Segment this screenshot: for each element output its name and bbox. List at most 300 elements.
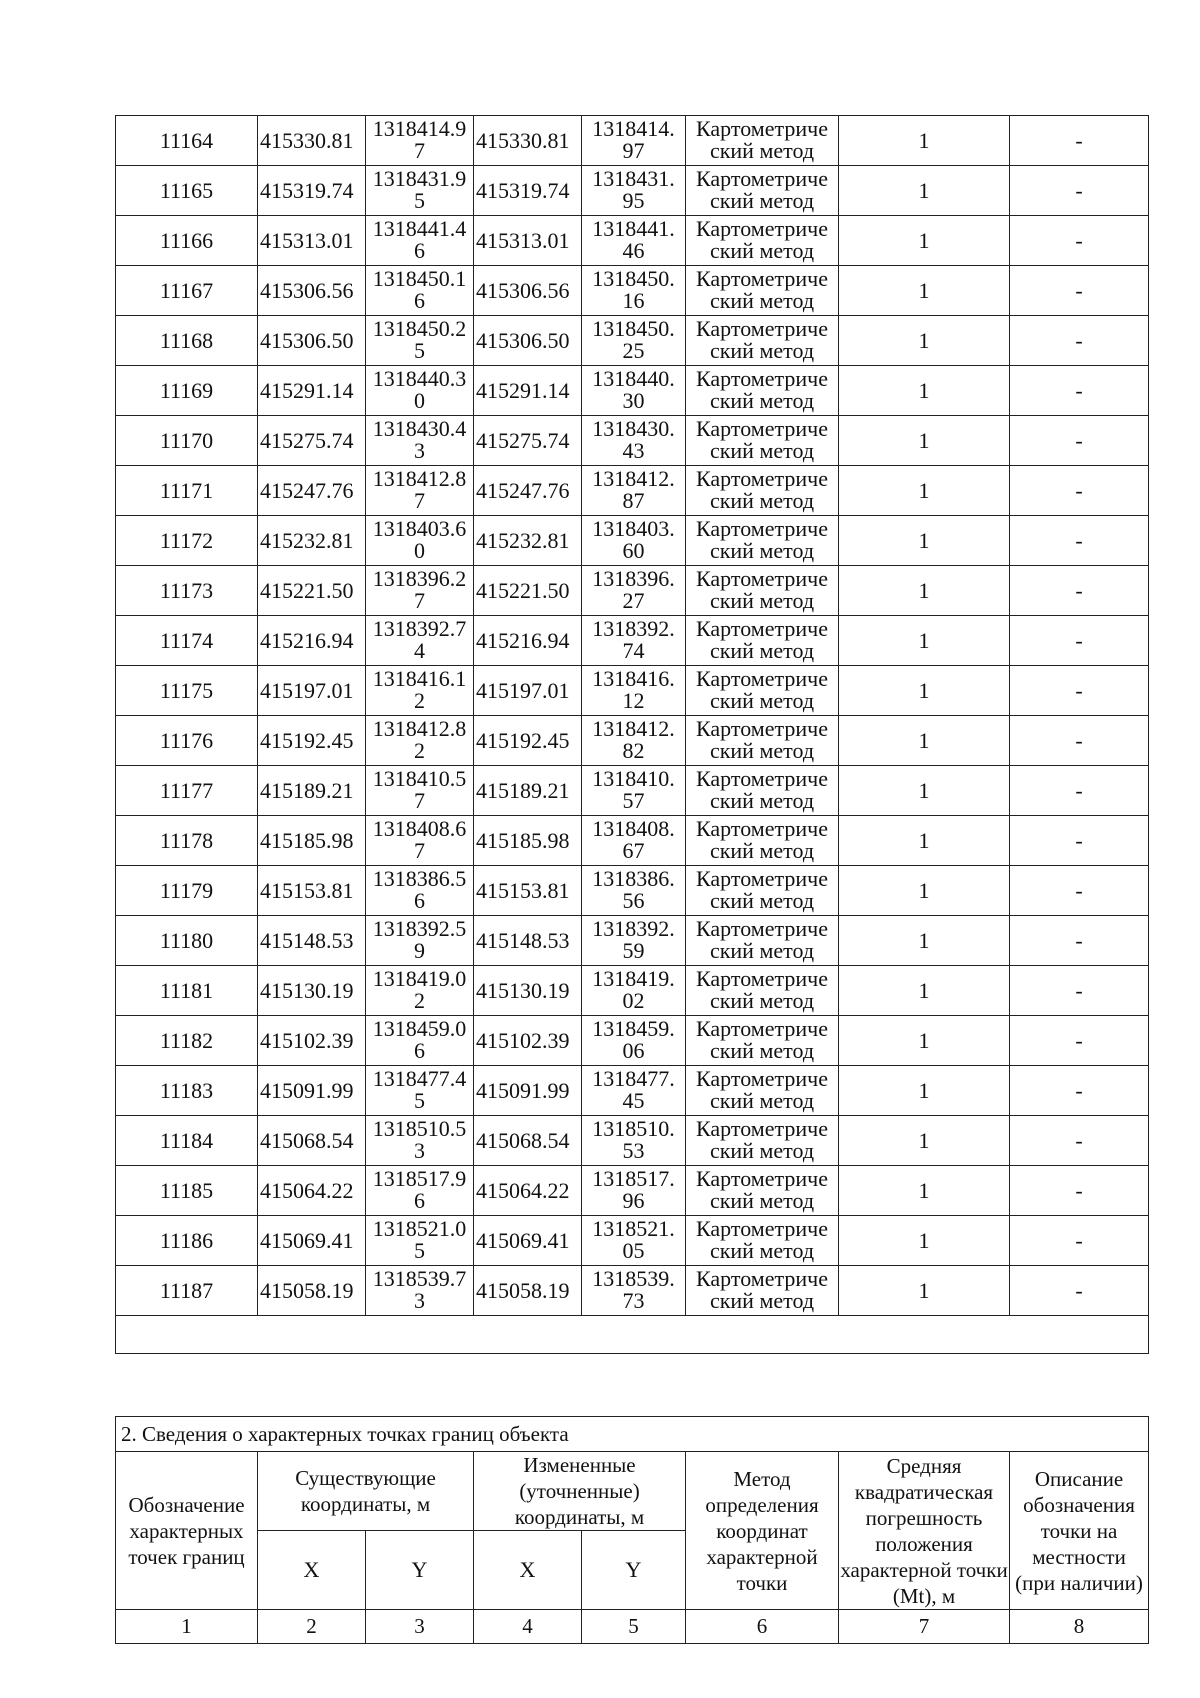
changed-y-line1: 1318459. <box>592 1016 675 1041</box>
table-row <box>116 816 1149 866</box>
method-line1: Картометриче <box>696 1016 828 1041</box>
changed-x: 415068.54 <box>474 1116 582 1166</box>
existing-y-line2: 7 <box>414 488 425 513</box>
table-row <box>116 466 1149 516</box>
changed-y-line1: 1318414. <box>592 116 675 141</box>
changed-y-line1: 1318416. <box>592 666 675 691</box>
existing-y-line2: 5 <box>414 1238 425 1263</box>
method-line1: Картометриче <box>696 966 828 991</box>
description: - <box>1010 466 1149 516</box>
existing-y-line1: 1318430.4 <box>372 416 467 441</box>
method-line2: ский метод <box>709 438 815 463</box>
changed-x: 415221.50 <box>474 566 582 616</box>
existing-y <box>366 216 474 266</box>
description: - <box>1010 916 1149 966</box>
changed-x: 415192.45 <box>474 716 582 766</box>
method-line1: Картометриче <box>696 1266 828 1291</box>
method-line2: ский метод <box>709 938 815 963</box>
changed-y-line2: 59 <box>622 938 645 963</box>
mt-error: 1 <box>839 1266 1010 1316</box>
existing-y-line2: 7 <box>414 588 425 613</box>
existing-x: 415102.39 <box>258 1016 366 1066</box>
point-id: 11180 <box>116 916 258 966</box>
table-row <box>116 666 1149 716</box>
method-line1: Картометриче <box>696 1066 828 1091</box>
point-id: 11166 <box>116 216 258 266</box>
changed-y-line2: 73 <box>622 1288 645 1313</box>
mt-error: 1 <box>839 1116 1010 1166</box>
table-row <box>116 1216 1149 1266</box>
description: - <box>1010 1266 1149 1316</box>
existing-y <box>366 166 474 216</box>
changed-x: 415064.22 <box>474 1166 582 1216</box>
method-line1: Картометриче <box>696 1216 828 1241</box>
method <box>686 716 839 766</box>
column-number: 3 <box>366 1610 474 1644</box>
changed-y-line1: 1318392. <box>592 916 675 941</box>
method <box>686 216 839 266</box>
existing-y-line2: 2 <box>414 988 425 1013</box>
existing-y-line2: 7 <box>414 788 425 813</box>
method-line1: Картометриче <box>696 216 828 241</box>
changed-x: 415319.74 <box>474 166 582 216</box>
point-id: 11178 <box>116 816 258 866</box>
existing-y <box>366 866 474 916</box>
column-number: 5 <box>582 1610 686 1644</box>
method <box>686 1116 839 1166</box>
changed-y-line2: 67 <box>622 838 645 863</box>
changed-y-line1: 1318440. <box>592 366 675 391</box>
column-number: 8 <box>1010 1610 1149 1644</box>
changed-y-line2: 27 <box>622 588 645 613</box>
existing-y <box>366 1016 474 1066</box>
existing-y <box>366 1066 474 1116</box>
mt-error: 1 <box>839 416 1010 466</box>
existing-y-line1: 1318450.1 <box>372 266 467 291</box>
point-id: 11185 <box>116 1166 258 1216</box>
existing-x: 415192.45 <box>258 716 366 766</box>
changed-y-line1: 1318396. <box>592 566 675 591</box>
table-row <box>116 166 1149 216</box>
header-method: Метод определения координат характерной точки <box>686 1452 839 1610</box>
existing-x: 415313.01 <box>258 216 366 266</box>
changed-y <box>582 1216 686 1266</box>
point-id: 11182 <box>116 1016 258 1066</box>
existing-y-line2: 2 <box>414 738 425 763</box>
changed-y-line2: 97 <box>622 138 645 163</box>
changed-y-line1: 1318386. <box>592 866 675 891</box>
mt-error: 1 <box>839 1216 1010 1266</box>
description: - <box>1010 316 1149 366</box>
changed-x: 415275.74 <box>474 416 582 466</box>
method <box>686 916 839 966</box>
point-id: 11174 <box>116 616 258 666</box>
method <box>686 666 839 716</box>
method <box>686 116 839 166</box>
existing-y-line1: 1318539.7 <box>372 1266 467 1291</box>
point-id: 11172 <box>116 516 258 566</box>
method-line1: Картометриче <box>696 1116 828 1141</box>
existing-y <box>366 966 474 1016</box>
mt-error: 1 <box>839 466 1010 516</box>
existing-x: 415189.21 <box>258 766 366 816</box>
method-line2: ский метод <box>709 488 815 513</box>
changed-y <box>582 766 686 816</box>
header-error: Средняя квадратическая погрешность положения характерной точки (Mt), м <box>840 1453 1008 1608</box>
changed-y-line2: 43 <box>622 438 645 463</box>
changed-y-line1: 1318510. <box>592 1116 675 1141</box>
mt-error: 1 <box>839 666 1010 716</box>
table-row <box>116 1166 1149 1216</box>
method <box>686 866 839 916</box>
existing-y-line2: 6 <box>414 888 425 913</box>
description: - <box>1010 1216 1149 1266</box>
method-line1: Картометриче <box>696 266 828 291</box>
existing-y-line2: 5 <box>414 188 425 213</box>
changed-y <box>582 866 686 916</box>
method-line1: Картометриче <box>696 316 828 341</box>
method <box>686 366 839 416</box>
method <box>686 566 839 616</box>
method-line2: ский метод <box>709 738 815 763</box>
header-existing-coords: Существующие координаты, м <box>258 1452 474 1531</box>
header-designation: Обозначение характерных точек границ <box>116 1452 258 1610</box>
table-row <box>116 266 1149 316</box>
mt-error: 1 <box>839 816 1010 866</box>
changed-y <box>582 966 686 1016</box>
table-row <box>116 216 1149 266</box>
existing-y-line2: 9 <box>414 938 425 963</box>
changed-y <box>582 566 686 616</box>
changed-y-line2: 57 <box>622 788 645 813</box>
mt-error: 1 <box>839 1016 1010 1066</box>
existing-x: 415221.50 <box>258 566 366 616</box>
method-line1: Картометриче <box>696 666 828 691</box>
existing-y-line2: 6 <box>414 288 425 313</box>
method-line2: ский метод <box>709 138 815 163</box>
changed-y <box>582 266 686 316</box>
existing-y-line1: 1318517.9 <box>372 1166 467 1191</box>
mt-error: 1 <box>839 316 1010 366</box>
header-x-changed: X <box>474 1531 582 1610</box>
table-row <box>116 366 1149 416</box>
method <box>686 1016 839 1066</box>
empty-row <box>116 1316 1149 1354</box>
method <box>686 516 839 566</box>
method-line1: Картометриче <box>696 816 828 841</box>
table-row <box>116 616 1149 666</box>
changed-x: 415247.76 <box>474 466 582 516</box>
column-number: 1 <box>116 1610 258 1644</box>
description: - <box>1010 416 1149 466</box>
description: - <box>1010 1016 1149 1066</box>
changed-y <box>582 1116 686 1166</box>
method-line2: ский метод <box>709 788 815 813</box>
mt-error: 1 <box>839 116 1010 166</box>
existing-y <box>366 1216 474 1266</box>
method-line1: Картометриче <box>696 166 828 191</box>
point-id: 11184 <box>116 1116 258 1166</box>
method-line1: Картометриче <box>696 566 828 591</box>
changed-y <box>582 716 686 766</box>
existing-y <box>366 1166 474 1216</box>
point-id: 11181 <box>116 966 258 1016</box>
existing-y <box>366 816 474 866</box>
changed-y <box>582 616 686 666</box>
method-line1: Картометриче <box>696 716 828 741</box>
changed-y <box>582 416 686 466</box>
method <box>686 416 839 466</box>
changed-y-line1: 1318431. <box>592 166 675 191</box>
column-number: 7 <box>839 1610 1010 1644</box>
point-id: 11169 <box>116 366 258 416</box>
method-line2: ский метод <box>709 1238 815 1263</box>
header-y-existing: Y <box>366 1531 474 1610</box>
coordinates-table-body <box>116 116 1149 1316</box>
existing-x: 415153.81 <box>258 866 366 916</box>
method-line2: ский метод <box>709 1038 815 1063</box>
existing-x: 415275.74 <box>258 416 366 466</box>
existing-y <box>366 266 474 316</box>
existing-x: 415130.19 <box>258 966 366 1016</box>
header-x-existing: X <box>258 1531 366 1610</box>
changed-y-line1: 1318403. <box>592 516 675 541</box>
changed-y-line2: 16 <box>622 288 645 313</box>
method-line1: Картометриче <box>696 516 828 541</box>
description: - <box>1010 866 1149 916</box>
existing-y-line1: 1318459.0 <box>372 1016 467 1041</box>
existing-y-line2: 7 <box>414 838 425 863</box>
existing-y-line2: 6 <box>414 1188 425 1213</box>
method <box>686 166 839 216</box>
existing-y <box>366 716 474 766</box>
existing-x: 415306.56 <box>258 266 366 316</box>
method-line1: Картометриче <box>696 1166 828 1191</box>
description: - <box>1010 216 1149 266</box>
existing-y-line2: 2 <box>414 688 425 713</box>
changed-x: 415091.99 <box>474 1066 582 1116</box>
changed-y <box>582 1266 686 1316</box>
table-row <box>116 1266 1149 1316</box>
description: - <box>1010 816 1149 866</box>
method-line2: ский метод <box>709 288 815 313</box>
existing-y <box>366 416 474 466</box>
header-description: Описание обозначения точки на местности (при наличии) <box>1010 1452 1149 1610</box>
mt-error: 1 <box>839 366 1010 416</box>
changed-y <box>582 666 686 716</box>
changed-y <box>582 516 686 566</box>
changed-y-line2: 82 <box>622 738 645 763</box>
existing-y-line1: 1318392.5 <box>372 916 467 941</box>
mt-error: 1 <box>839 966 1010 1016</box>
table-row <box>116 416 1149 466</box>
description: - <box>1010 116 1149 166</box>
coordinates-table <box>115 115 1149 1354</box>
changed-y-line1: 1318517. <box>592 1166 675 1191</box>
point-id: 11168 <box>116 316 258 366</box>
method-line2: ский метод <box>709 1288 815 1313</box>
changed-y-line2: 56 <box>622 888 645 913</box>
changed-y <box>582 816 686 866</box>
existing-y-line1: 1318441.4 <box>372 216 467 241</box>
method-line2: ский метод <box>709 338 815 363</box>
method-line2: ский метод <box>709 638 815 663</box>
changed-y-line1: 1318410. <box>592 766 675 791</box>
changed-y-line2: 60 <box>622 538 645 563</box>
method-line2: ский метод <box>709 1088 815 1113</box>
existing-x: 415247.76 <box>258 466 366 516</box>
changed-y-line2: 02 <box>622 988 645 1013</box>
changed-y-line1: 1318441. <box>592 216 675 241</box>
table-row <box>116 916 1149 966</box>
method <box>686 1266 839 1316</box>
existing-x: 415197.01 <box>258 666 366 716</box>
changed-y-line1: 1318477. <box>592 1066 675 1091</box>
changed-y-line1: 1318412. <box>592 466 675 491</box>
changed-y <box>582 166 686 216</box>
existing-y-line1: 1318403.6 <box>372 516 467 541</box>
description: - <box>1010 966 1149 1016</box>
changed-x: 415330.81 <box>474 116 582 166</box>
method-line1: Картометриче <box>696 916 828 941</box>
existing-y-line2: 6 <box>414 238 425 263</box>
existing-y-line1: 1318414.9 <box>372 116 467 141</box>
existing-y-line1: 1318408.6 <box>372 816 467 841</box>
changed-y-line2: 87 <box>622 488 645 513</box>
changed-y-line2: 30 <box>622 388 645 413</box>
point-id: 11186 <box>116 1216 258 1266</box>
existing-y <box>366 1116 474 1166</box>
description: - <box>1010 616 1149 666</box>
existing-y-line1: 1318477.4 <box>372 1066 467 1091</box>
changed-y-line1: 1318419. <box>592 966 675 991</box>
existing-y-line1: 1318410.5 <box>372 766 467 791</box>
method-line2: ский метод <box>709 388 815 413</box>
changed-x: 415216.94 <box>474 616 582 666</box>
changed-y-line2: 95 <box>622 188 645 213</box>
changed-y <box>582 366 686 416</box>
table-row <box>116 316 1149 366</box>
existing-y <box>366 316 474 366</box>
mt-error: 1 <box>839 716 1010 766</box>
method-line1: Картометриче <box>696 116 828 141</box>
existing-y <box>366 916 474 966</box>
method-line2: ский метод <box>709 688 815 713</box>
section-title: 2. Сведения о характерных точках границ объекта <box>116 1417 1149 1452</box>
boundary-points-header-table <box>115 1416 1149 1644</box>
changed-y-line2: 96 <box>622 1188 645 1213</box>
existing-y <box>366 616 474 666</box>
mt-error: 1 <box>839 566 1010 616</box>
point-id: 11173 <box>116 566 258 616</box>
mt-error: 1 <box>839 1066 1010 1116</box>
changed-y-line1: 1318408. <box>592 816 675 841</box>
method <box>686 1216 839 1266</box>
method-line2: ский метод <box>709 888 815 913</box>
method-line2: ский метод <box>709 588 815 613</box>
method-line2: ский метод <box>709 188 815 213</box>
method <box>686 816 839 866</box>
changed-x: 415102.39 <box>474 1016 582 1066</box>
changed-x: 415313.01 <box>474 216 582 266</box>
existing-x: 415148.53 <box>258 916 366 966</box>
point-id: 11171 <box>116 466 258 516</box>
description: - <box>1010 666 1149 716</box>
table-row <box>116 866 1149 916</box>
existing-y <box>366 516 474 566</box>
changed-x: 415189.21 <box>474 766 582 816</box>
point-id: 11176 <box>116 716 258 766</box>
existing-y-line1: 1318450.2 <box>372 316 467 341</box>
column-number: 4 <box>474 1610 582 1644</box>
changed-y-line2: 05 <box>622 1238 645 1263</box>
existing-y-line2: 5 <box>414 1088 425 1113</box>
existing-x: 415068.54 <box>258 1116 366 1166</box>
existing-y-line2: 3 <box>414 438 425 463</box>
changed-y <box>582 316 686 366</box>
table-row <box>116 1066 1149 1116</box>
existing-x: 415291.14 <box>258 366 366 416</box>
changed-x: 415306.56 <box>474 266 582 316</box>
existing-y-line1: 1318412.8 <box>372 466 467 491</box>
changed-x: 415291.14 <box>474 366 582 416</box>
method-line1: Картометриче <box>696 866 828 891</box>
existing-x: 415185.98 <box>258 816 366 866</box>
mt-error: 1 <box>839 266 1010 316</box>
changed-x: 415197.01 <box>474 666 582 716</box>
existing-x: 415216.94 <box>258 616 366 666</box>
existing-y-line1: 1318440.3 <box>372 366 467 391</box>
changed-x: 415185.98 <box>474 816 582 866</box>
changed-y <box>582 1016 686 1066</box>
existing-y-line1: 1318392.7 <box>372 616 467 641</box>
changed-y <box>582 1166 686 1216</box>
description: - <box>1010 1066 1149 1116</box>
method-line2: ский метод <box>709 838 815 863</box>
description: - <box>1010 266 1149 316</box>
existing-y-line2: 5 <box>414 338 425 363</box>
description: - <box>1010 566 1149 616</box>
point-id: 11175 <box>116 666 258 716</box>
method-line2: ский метод <box>709 538 815 563</box>
existing-y <box>366 116 474 166</box>
mt-error: 1 <box>839 616 1010 666</box>
table-row <box>116 1016 1149 1066</box>
method <box>686 766 839 816</box>
existing-y-line2: 3 <box>414 1138 425 1163</box>
existing-y <box>366 366 474 416</box>
point-id: 11164 <box>116 116 258 166</box>
method <box>686 966 839 1016</box>
changed-y-line2: 12 <box>622 688 645 713</box>
description: - <box>1010 716 1149 766</box>
changed-y <box>582 1066 686 1116</box>
existing-y-line1: 1318396.2 <box>372 566 467 591</box>
point-id: 11170 <box>116 416 258 466</box>
changed-y-line1: 1318450. <box>592 266 675 291</box>
changed-x: 415306.50 <box>474 316 582 366</box>
method <box>686 616 839 666</box>
method-line1: Картометриче <box>696 416 828 441</box>
existing-y <box>366 466 474 516</box>
changed-y-line2: 45 <box>622 1088 645 1113</box>
changed-y-line1: 1318430. <box>592 416 675 441</box>
table-row <box>116 766 1149 816</box>
changed-y-line2: 46 <box>622 238 645 263</box>
point-id: 11167 <box>116 266 258 316</box>
existing-y-line1: 1318419.0 <box>372 966 467 991</box>
existing-x: 415306.50 <box>258 316 366 366</box>
